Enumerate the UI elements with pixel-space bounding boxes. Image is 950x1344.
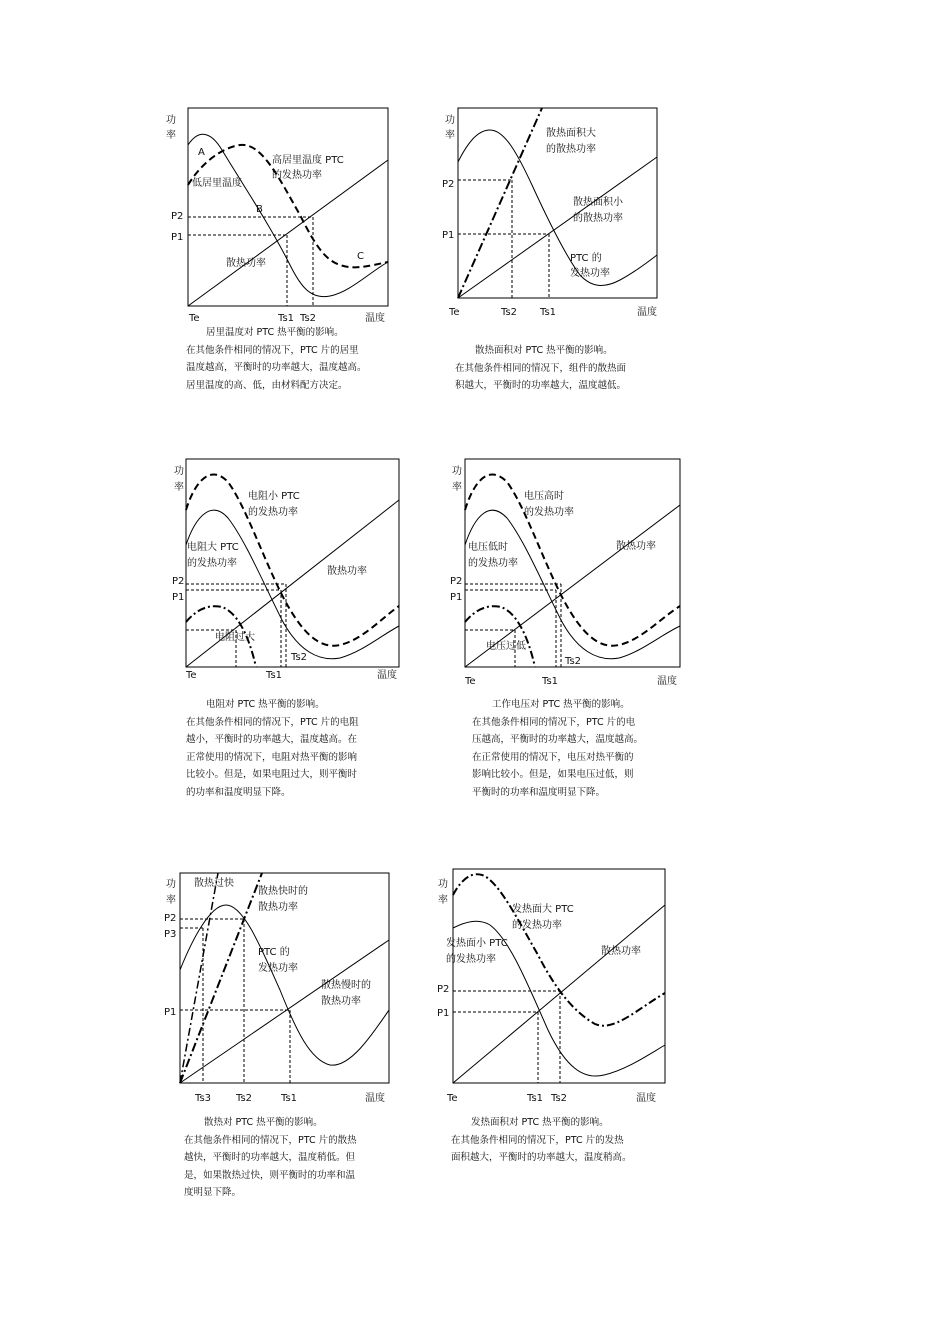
x-tick-ts2: Ts2 [300,313,317,324]
caption-line: 的功率和温度明显下降。 [186,786,291,798]
x-tick-ts1: Ts1 [527,1093,544,1104]
label-dissipation: 散热功率 [327,566,367,577]
y-axis-label-1: 功 [166,115,176,126]
label-slow-2: 散热功率 [321,996,361,1007]
caption-line: 平衡时的功率和温度明显下降。 [472,786,606,798]
x-tick-ts1: Ts1 [266,670,283,681]
x-tick-ts1: Ts1 [278,313,295,324]
x-tick-te: Te [189,313,200,324]
caption-title: 工作电压对 PTC 热平衡的影响。 [492,699,630,710]
x-tick-te: Te [186,670,197,681]
y-axis-label-1: 功 [166,879,176,890]
caption-line: 影响比较小。但是，如果电压过低，则 [472,769,634,780]
x-axis-label: 温度 [365,313,385,324]
caption-line: 面积越大，平衡时的功率越大，温度稍高。 [451,1152,632,1163]
y-tick-p1: P1 [171,232,184,243]
x-tick-ts2: Ts2 [501,307,518,318]
y-tick-p1: P1 [450,592,463,603]
label-small-area-1: 发热面小 PTC [446,938,508,949]
y-axis-label-1: 功 [452,466,462,477]
caption-line: 在其他条件相同的情况下，PTC 片的电 [472,716,636,728]
caption-line: 居里温度的高、低，由材料配方决定。 [186,379,348,391]
label-ptc-1: PTC 的 [258,947,290,958]
y-axis-label-1: 功 [174,466,184,477]
x-axis-label: 温度 [377,670,397,681]
label-high-curie-2: 的发热功率 [272,170,322,181]
y-tick-p2: P2 [437,984,450,995]
y-tick-p1: P1 [172,592,185,603]
x-tick-ts1: Ts1 [540,307,557,318]
x-tick-ts1: Ts1 [542,676,559,687]
label-low-resistance-1: 电阻小 PTC [248,491,300,502]
caption-line: 在其他条件相同的情况下，组件的散热面 [455,362,627,374]
label-small-area-1: 散热面积小 [573,197,623,208]
caption-title: 居里温度对 PTC 热平衡的影响。 [206,327,344,338]
y-tick-p3: P3 [164,929,177,940]
caption-title: 散热面积对 PTC 热平衡的影响。 [475,345,613,356]
y-axis-label-2: 率 [438,895,448,906]
label-low-curie: 低居里温度 [192,178,242,189]
caption-line: 温度越高，平衡时的功率越大，温度越高。 [186,362,367,373]
x-axis-label: 温度 [657,676,677,687]
x-axis-label: 温度 [637,307,657,318]
caption-line: 压越高，平衡时的功率越大，温度越高。 [472,734,644,745]
caption-line: 越小，平衡时的功率越大，温度越高。在 [186,734,358,745]
caption-line: 越快，平衡时的功率越大，温度稍低。但 [184,1152,356,1163]
label-small-area-2: 的散热功率 [573,213,623,224]
label-dissipation: 散热功率 [601,946,641,957]
label-high-resistance-2: 的发热功率 [187,558,237,569]
label-large-area-1: 发热面大 PTC [512,904,574,915]
label-fast-1: 散热快时的 [258,886,308,897]
caption-line: 在其他条件相同的情况下，PTC 片的电阻 [186,716,359,728]
dissipation-line [453,905,665,1083]
caption-heating-area [451,1114,632,1167]
caption-line: 在其他条件相同的情况下，PTC 片的散热 [184,1134,357,1146]
label-dissipation: 散热功率 [226,258,266,269]
caption-line: 正常使用的情况下，电阻对热平衡的影响 [186,751,358,763]
label-large-area-2: 的散热功率 [546,144,596,155]
y-axis-label-2: 率 [166,895,176,906]
caption-line: 比较小。但是，如果电阻过大，则平衡时 [186,769,358,780]
y-tick-p2: P2 [171,211,184,222]
caption-line: 积越大，平衡时的功率越大，温度越低。 [455,380,627,391]
label-small-area-2: 的发热功率 [446,954,496,965]
y-axis-label-2: 率 [445,130,455,141]
x-tick-ts2: Ts2 [565,656,582,667]
label-large-area-2: 的发热功率 [512,920,562,931]
label-high-voltage-2: 的发热功率 [524,507,574,518]
label-low-voltage-2: 的发热功率 [468,558,518,569]
y-tick-p2: P2 [164,913,177,924]
caption-title: 散热对 PTC 热平衡的影响。 [204,1117,323,1128]
label-high-curie-1: 高居里温度 PTC [272,155,344,166]
label-excess-resistance: 电阻过大 [215,632,255,643]
point-b: B [256,204,263,215]
label-low-resistance-2: 的发热功率 [248,507,298,518]
caption-line: 度明显下降。 [184,1187,242,1198]
x-tick-ts3: Ts3 [195,1093,212,1104]
label-large-area-1: 散热面积大 [546,128,596,139]
x-tick-ts2: Ts2 [551,1093,568,1104]
y-axis-label-2: 率 [452,482,462,493]
label-ptc-2: 发热功率 [258,963,298,974]
y-axis-label-2: 率 [174,482,184,493]
y-tick-p1: P1 [437,1008,450,1019]
x-axis-label: 温度 [365,1093,385,1104]
x-tick-te: Te [465,676,476,687]
x-tick-te: Te [449,307,460,318]
caption-title: 发热面积对 PTC 热平衡的影响。 [471,1117,609,1128]
label-too-fast: 散热过快 [194,878,234,889]
label-ptc-2: 发热功率 [570,268,610,279]
label-high-voltage-1: 电压高时 [524,491,564,502]
y-axis-label-1: 功 [445,115,455,126]
label-high-resistance-1: 电阻大 PTC [187,542,239,553]
caption-line: 在其他条件相同的情况下，PTC 片的发热 [451,1134,624,1146]
caption-line: 是，如果散热过快，则平衡时的功率和温 [184,1169,356,1181]
caption-line: 在正常使用的情况下，电压对热平衡的 [472,751,634,763]
point-c: C [357,251,364,262]
y-axis-label-2: 率 [166,130,176,141]
label-ptc-1: PTC 的 [570,253,602,264]
y-tick-p2: P2 [442,179,455,190]
y-tick-p2: P2 [450,576,463,587]
x-tick-te: Te [447,1093,458,1104]
y-tick-p1: P1 [164,1007,177,1018]
label-low-voltage-1: 电压低时 [468,542,508,553]
label-slow-1: 散热慢时的 [321,980,371,991]
caption-line: 在其他条件相同的情况下，PTC 片的居里 [186,344,359,356]
caption-title: 电阻对 PTC 热平衡的影响。 [206,699,325,710]
y-tick-p1: P1 [442,230,455,241]
x-tick-ts2: Ts2 [236,1093,253,1104]
label-fast-2: 散热功率 [258,902,298,913]
y-axis-label-1: 功 [438,879,448,890]
label-too-low-voltage: 电压过低 [486,641,526,652]
x-axis-label: 温度 [636,1093,656,1104]
y-tick-p2: P2 [172,576,185,587]
point-a: A [198,147,205,158]
x-tick-ts1: Ts1 [281,1093,298,1104]
x-tick-ts2: Ts2 [291,652,308,663]
label-dissipation: 散热功率 [616,541,656,552]
